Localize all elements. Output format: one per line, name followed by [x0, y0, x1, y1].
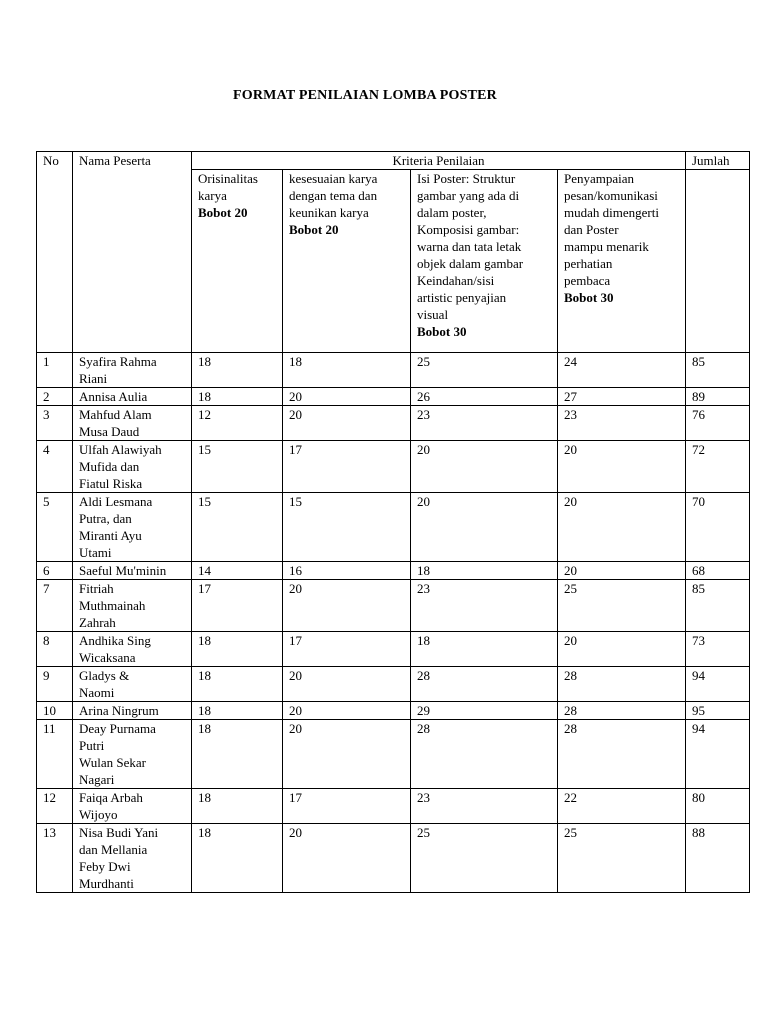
cell-isi-poster: 20	[411, 441, 558, 493]
cell-no: 2	[37, 388, 73, 406]
cell-nama-peserta: Annisa Aulia	[73, 388, 192, 406]
header-criteria-1	[192, 170, 283, 353]
criteria-3-text: Isi Poster: Struktur gambar yang ada di dalam poster, Komposisi gambar: warna dan tata letak objek dalam gambar Keindahan/sisi artistic penyajian visual	[417, 171, 524, 322]
cell-penyampaian: 25	[558, 824, 686, 893]
cell-isi-poster: 29	[411, 702, 558, 720]
criteria-4-bobot: Bobot 30	[564, 290, 614, 305]
cell-jumlah: 95	[686, 702, 750, 720]
cell-kesesuaian: 18	[283, 353, 411, 388]
cell-jumlah: 85	[686, 353, 750, 388]
cell-orisinalitas: 18	[192, 824, 283, 893]
cell-nama-peserta: Aldi Lesmana Putra, dan Miranti Ayu Utami	[73, 493, 192, 562]
cell-jumlah: 94	[686, 667, 750, 702]
cell-isi-poster: 28	[411, 720, 558, 789]
cell-isi-poster: 23	[411, 406, 558, 441]
table-row	[37, 720, 750, 789]
table-row	[37, 562, 750, 580]
cell-penyampaian: 24	[558, 353, 686, 388]
cell-no: 1	[37, 353, 73, 388]
cell-nama-peserta: Arina Ningrum	[73, 702, 192, 720]
cell-penyampaian: 20	[558, 562, 686, 580]
cell-orisinalitas: 12	[192, 406, 283, 441]
cell-jumlah: 70	[686, 493, 750, 562]
cell-kesesuaian: 20	[283, 388, 411, 406]
cell-isi-poster: 20	[411, 493, 558, 562]
table-row	[37, 388, 750, 406]
table-row	[37, 702, 750, 720]
table-row	[37, 789, 750, 824]
cell-kesesuaian: 20	[283, 406, 411, 441]
table-row	[37, 632, 750, 667]
table-row	[37, 406, 750, 441]
cell-penyampaian: 25	[558, 580, 686, 632]
cell-no: 4	[37, 441, 73, 493]
header-kriteria-penilaian: Kriteria Penilaian	[192, 152, 686, 170]
criteria-2-bobot: Bobot 20	[289, 222, 339, 237]
cell-jumlah: 94	[686, 720, 750, 789]
cell-nama-peserta: Nisa Budi Yani dan Mellania Feby Dwi Murdhanti	[73, 824, 192, 893]
cell-orisinalitas: 14	[192, 562, 283, 580]
cell-nama-peserta: Saeful Mu'minin	[73, 562, 192, 580]
cell-penyampaian: 28	[558, 720, 686, 789]
cell-orisinalitas: 15	[192, 493, 283, 562]
cell-no: 8	[37, 632, 73, 667]
cell-no: 7	[37, 580, 73, 632]
header-jumlah: Jumlah	[686, 152, 750, 170]
cell-orisinalitas: 17	[192, 580, 283, 632]
criteria-3-bobot: Bobot 30	[417, 324, 467, 339]
cell-jumlah: 85	[686, 580, 750, 632]
cell-jumlah: 89	[686, 388, 750, 406]
table-row	[37, 441, 750, 493]
header-criteria-4	[558, 170, 686, 353]
header-criteria-3	[411, 170, 558, 353]
cell-isi-poster: 28	[411, 667, 558, 702]
cell-no: 5	[37, 493, 73, 562]
cell-penyampaian: 28	[558, 702, 686, 720]
cell-no: 13	[37, 824, 73, 893]
cell-penyampaian: 27	[558, 388, 686, 406]
cell-nama-peserta: Ulfah Alawiyah Mufida dan Fiatul Riska	[73, 441, 192, 493]
page-title: FORMAT PENILAIAN LOMBA POSTER	[233, 88, 497, 103]
criteria-2-text: kesesuaian karya dengan tema dan keunikan karya	[289, 171, 378, 220]
cell-isi-poster: 25	[411, 824, 558, 893]
cell-nama-peserta: Faiqa Arbah Wijoyo	[73, 789, 192, 824]
cell-kesesuaian: 20	[283, 667, 411, 702]
table-row	[37, 824, 750, 893]
header-row-1	[37, 152, 750, 170]
criteria-1-text: Orisinalitas karya	[198, 171, 258, 203]
cell-penyampaian: 20	[558, 632, 686, 667]
header-nama-peserta: Nama Peserta	[73, 152, 192, 353]
cell-kesesuaian: 17	[283, 632, 411, 667]
cell-no: 10	[37, 702, 73, 720]
cell-penyampaian: 20	[558, 441, 686, 493]
cell-kesesuaian: 17	[283, 789, 411, 824]
cell-jumlah: 76	[686, 406, 750, 441]
cell-kesesuaian: 20	[283, 580, 411, 632]
cell-penyampaian: 28	[558, 667, 686, 702]
table-row	[37, 580, 750, 632]
cell-jumlah: 73	[686, 632, 750, 667]
cell-kesesuaian: 17	[283, 441, 411, 493]
cell-kesesuaian: 20	[283, 720, 411, 789]
cell-orisinalitas: 18	[192, 632, 283, 667]
table-row	[37, 353, 750, 388]
cell-penyampaian: 23	[558, 406, 686, 441]
cell-orisinalitas: 18	[192, 702, 283, 720]
cell-no: 9	[37, 667, 73, 702]
cell-isi-poster: 26	[411, 388, 558, 406]
cell-jumlah: 72	[686, 441, 750, 493]
header-jumlah-blank	[686, 170, 750, 353]
cell-nama-peserta: Syafira Rahma Riani	[73, 353, 192, 388]
cell-no: 3	[37, 406, 73, 441]
cell-nama-peserta: Gladys & Naomi	[73, 667, 192, 702]
cell-no: 12	[37, 789, 73, 824]
header-criteria-2	[283, 170, 411, 353]
table-row	[37, 493, 750, 562]
cell-jumlah: 68	[686, 562, 750, 580]
cell-kesesuaian: 20	[283, 702, 411, 720]
cell-penyampaian: 20	[558, 493, 686, 562]
header-no: No	[37, 152, 73, 353]
cell-isi-poster: 25	[411, 353, 558, 388]
cell-kesesuaian: 15	[283, 493, 411, 562]
cell-isi-poster: 23	[411, 789, 558, 824]
cell-orisinalitas: 18	[192, 667, 283, 702]
cell-nama-peserta: Andhika Sing Wicaksana	[73, 632, 192, 667]
score-table	[36, 151, 750, 893]
cell-no: 11	[37, 720, 73, 789]
criteria-1-bobot: Bobot 20	[198, 205, 248, 220]
cell-jumlah: 80	[686, 789, 750, 824]
cell-nama-peserta: Deay Purnama Putri Wulan Sekar Nagari	[73, 720, 192, 789]
cell-no: 6	[37, 562, 73, 580]
table-row	[37, 667, 750, 702]
cell-jumlah: 88	[686, 824, 750, 893]
cell-orisinalitas: 15	[192, 441, 283, 493]
cell-isi-poster: 23	[411, 580, 558, 632]
cell-nama-peserta: Fitriah Muthmainah Zahrah	[73, 580, 192, 632]
cell-nama-peserta: Mahfud Alam Musa Daud	[73, 406, 192, 441]
cell-orisinalitas: 18	[192, 720, 283, 789]
cell-penyampaian: 22	[558, 789, 686, 824]
cell-orisinalitas: 18	[192, 388, 283, 406]
cell-kesesuaian: 20	[283, 824, 411, 893]
cell-orisinalitas: 18	[192, 353, 283, 388]
cell-isi-poster: 18	[411, 632, 558, 667]
cell-orisinalitas: 18	[192, 789, 283, 824]
criteria-4-text: Penyampaian pesan/komunikasi mudah dimengerti dan Poster mampu menarik perhatian pembaca	[564, 171, 659, 288]
cell-isi-poster: 18	[411, 562, 558, 580]
cell-kesesuaian: 16	[283, 562, 411, 580]
